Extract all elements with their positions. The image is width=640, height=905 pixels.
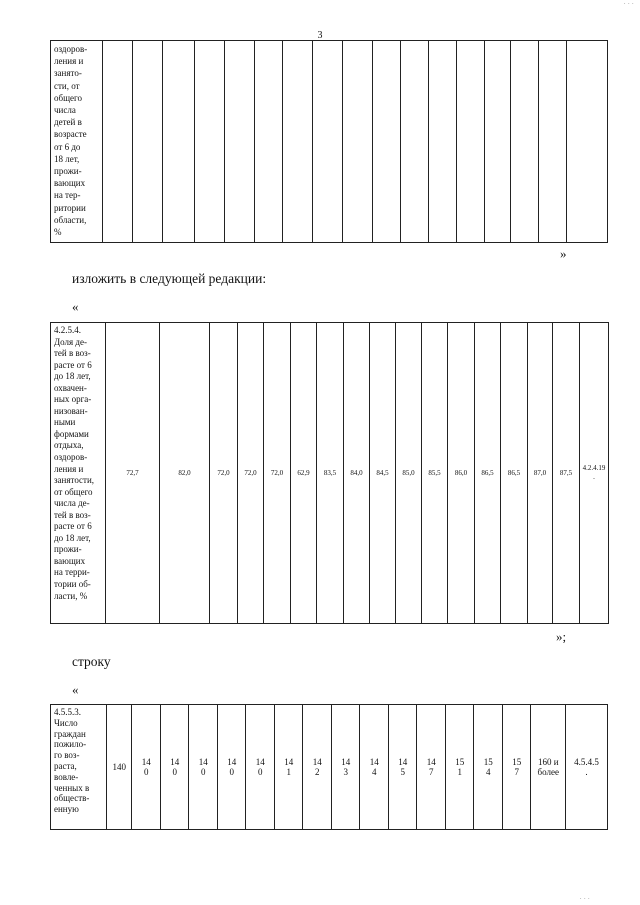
value-cell (531, 705, 566, 830)
value-cell: 82,0 (160, 323, 210, 624)
label-line: числа (54, 105, 76, 116)
table-cell (429, 41, 457, 243)
value-cell: 140 (107, 705, 132, 830)
value-part: 7 (514, 767, 519, 777)
value-part: 1 (286, 767, 291, 777)
value-cell: 72,0 (264, 323, 291, 624)
label-line: на тер- (54, 190, 81, 201)
value-part: . (585, 767, 588, 777)
label-line: формами (54, 428, 89, 439)
value-part: более (537, 767, 559, 777)
label-line: тей в воз- (54, 509, 91, 520)
table-cell (133, 41, 163, 243)
label-line: 18 лет, (54, 153, 80, 164)
value-cell: 86,0 (448, 323, 475, 624)
table-continuation (50, 40, 608, 243)
label-line: до 18 лет, (54, 532, 91, 543)
value-part: 0 (172, 767, 177, 777)
label-line: ритории (54, 202, 86, 213)
label-line: % (54, 227, 62, 238)
label-line: вовле- (54, 771, 79, 782)
value-part: 160 и (537, 757, 559, 767)
indicator-label (51, 41, 103, 243)
value-cell (331, 705, 360, 830)
value-part: 14 (170, 757, 180, 767)
value-part: 7 (428, 767, 434, 777)
value-part: 15 (512, 757, 522, 767)
label-line: прожи- (54, 544, 82, 555)
label-line: вающих (54, 178, 86, 189)
label-line: оздоров- (54, 44, 88, 54)
indicator-label (51, 323, 106, 624)
code-cell (566, 705, 608, 830)
value-cell: 87,5 (553, 323, 580, 624)
value-cell: 87,0 (528, 323, 553, 624)
label-line: расте от 6 (54, 359, 92, 370)
value-part: 14 (398, 757, 408, 767)
value-cell: 85,5 (422, 323, 448, 624)
label-line: тей в воз- (54, 348, 91, 359)
label-line: Доля де- (54, 336, 87, 347)
code-suffix: . (593, 473, 595, 481)
table-cell (163, 41, 195, 243)
value-cell (274, 705, 303, 830)
label-line: на терри- (54, 567, 90, 578)
instruction-text: строку (72, 654, 111, 669)
label-line: го воз- (54, 750, 80, 761)
label-line: охвачен- (54, 382, 87, 393)
table-cell (373, 41, 401, 243)
value-cell (388, 705, 417, 830)
label-line: до 18 лет, (54, 371, 91, 382)
label-line: низован- (54, 405, 88, 416)
table-cell (511, 41, 539, 243)
label-line: ласти, % (54, 590, 88, 601)
table-cell (485, 41, 511, 243)
value-cell: 85,0 (396, 323, 422, 624)
table-cell (283, 41, 313, 243)
value-cell (474, 705, 503, 830)
value-cell: 86,5 (475, 323, 501, 624)
label-line: енную (54, 804, 79, 815)
table-row (51, 41, 608, 243)
label-line: 4.2.5.4. (54, 325, 81, 335)
value-part: 14 (255, 757, 265, 767)
table-cell (457, 41, 485, 243)
label-line: от 6 до (54, 141, 81, 152)
value-cell: 83,5 (317, 323, 344, 624)
label-line: общего (54, 92, 82, 103)
table-row (51, 323, 609, 624)
value-cell (360, 705, 389, 830)
value-part: 0 (143, 767, 149, 777)
label-line: пожило- (54, 739, 87, 750)
value-cell: 86,5 (501, 323, 528, 624)
table-cell (103, 41, 133, 243)
label-line: раста, (54, 760, 77, 771)
table-cell (401, 41, 429, 243)
label-line: граждан (54, 728, 86, 739)
value-cell: 62,9 (291, 323, 317, 624)
value-cell (217, 705, 246, 830)
label-line: возрасте (54, 129, 87, 140)
corner-mark-bottom: · · · (579, 895, 590, 903)
value-part: 14 (369, 757, 379, 767)
label-line: ными (54, 417, 76, 428)
value-part: 14 (198, 757, 208, 767)
value-part: 0 (200, 767, 206, 777)
value-cell (303, 705, 332, 830)
table-row-to-change (50, 704, 608, 830)
value-part: 0 (229, 767, 234, 777)
value-part: 4 (371, 767, 377, 777)
value-part: 15 (483, 757, 493, 767)
table-cell (313, 41, 343, 243)
label-line: детей в (54, 117, 82, 128)
value-cell (502, 705, 531, 830)
label-line: ченных в (54, 782, 90, 793)
value-part: 14 (227, 757, 237, 767)
label-line: расте от 6 (54, 521, 92, 532)
code-cell (580, 323, 609, 624)
code-text: 4.2.4.19 (582, 464, 606, 472)
value-part: 14 (341, 757, 351, 767)
table-new-edition (50, 322, 609, 624)
value-part: 3 (343, 767, 348, 777)
value-cell: 72,0 (210, 323, 238, 624)
page-number: 3 (317, 30, 323, 41)
value-cell: 72,7 (106, 323, 160, 624)
value-cell (160, 705, 189, 830)
value-part: 14 (426, 757, 436, 767)
table-cell (195, 41, 225, 243)
instruction-text: изложить в следующей редакции: (72, 271, 267, 286)
table-row (51, 705, 608, 830)
value-cell (445, 705, 474, 830)
close-quote: »; (556, 629, 567, 644)
open-quote: « (72, 299, 79, 314)
value-part: 1 (457, 767, 462, 777)
value-cell (132, 705, 161, 830)
value-part: 14 (312, 757, 322, 767)
value-part: 2 (314, 767, 320, 777)
value-cell (189, 705, 218, 830)
value-part: 14 (284, 757, 294, 767)
value-part: 5 (400, 767, 405, 777)
table-cell (225, 41, 255, 243)
indicator-label (51, 705, 107, 830)
label-line: занятости, (54, 475, 95, 486)
value-part: 4 (485, 767, 491, 777)
value-cell (246, 705, 275, 830)
value-cell: 72,0 (238, 323, 264, 624)
label-line: Число (54, 717, 78, 728)
value-part: 4.5.4.5 (574, 757, 599, 767)
label-line: занято- (54, 68, 82, 79)
table-cell (539, 41, 567, 243)
corner-mark-top: · · · (623, 0, 634, 8)
value-cell (417, 705, 446, 830)
value-part: 0 (257, 767, 263, 777)
table-cell (343, 41, 373, 243)
close-quote: » (560, 246, 567, 261)
value-cell: 84,0 (344, 323, 370, 624)
label-line: области, (54, 214, 87, 225)
table-cell (567, 41, 608, 243)
label-line: числа де- (54, 498, 90, 509)
label-line: ных орга- (54, 394, 92, 405)
label-line: ления и (54, 56, 84, 67)
label-line: тории об- (54, 579, 91, 590)
table-cell (255, 41, 283, 243)
label-line: вающих (54, 555, 86, 566)
label-line: оздоров- (54, 452, 88, 463)
label-line: сти, от (54, 80, 80, 91)
label-line: отдыха, (54, 440, 84, 451)
open-quote: « (72, 682, 79, 697)
value-part: 15 (455, 757, 465, 767)
value-cell: 84,5 (370, 323, 396, 624)
label-line: ления и (54, 463, 84, 474)
label-line: прожи- (54, 166, 82, 177)
label-line: от общего (54, 486, 93, 497)
label-line: обществ- (54, 793, 90, 804)
label-line: 4.5.5.3. (54, 707, 81, 717)
value-part: 14 (141, 757, 151, 767)
